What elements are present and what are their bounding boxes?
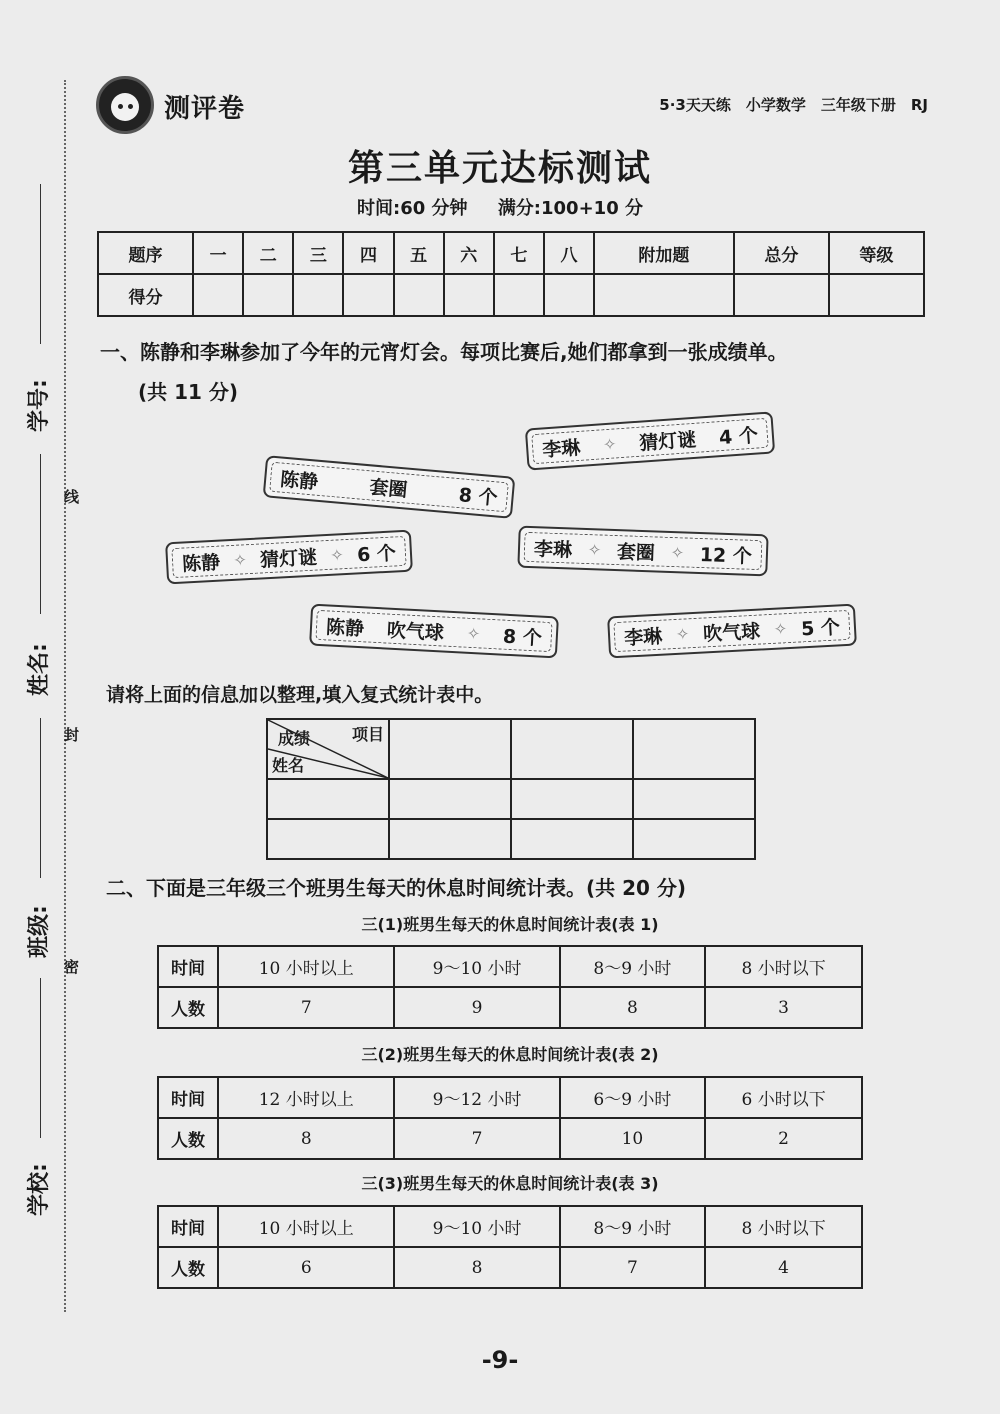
score-header-cell: 题序 [98,232,193,274]
question-2-text: 二、下面是三年级三个班男生每天的休息时间统计表。(共 20 分) [106,876,687,900]
score-cell[interactable] [594,274,734,316]
time-range-cell: 10 小时以上 [218,1206,394,1247]
card-event: 吹气球 [702,620,761,645]
rest-time-table-3 [157,1205,863,1289]
count-cell: 7 [560,1247,706,1288]
card-count: 8 个 [502,625,543,650]
star-icon: ✧ [232,549,248,570]
count-cell: 7 [218,987,394,1028]
score-cell[interactable] [829,274,924,316]
score-card [517,526,768,577]
binding-dotted-line [64,80,66,1312]
question-1-points: (共 11 分) [138,380,239,404]
score-table [97,231,925,317]
full-score: 满分:100+10 分 [497,198,643,219]
card-name: 李琳 [623,625,663,650]
card-name: 李琳 [533,537,573,562]
compound-stat-table [266,718,756,860]
time-range-cell: 8～9 小时 [560,1206,706,1247]
table-row [158,987,862,1028]
star-icon: ✧ [602,433,618,454]
row-label-time: 时间 [158,1206,218,1247]
header-item-label: 项目 [351,725,384,744]
score-header-cell: 五 [394,232,444,274]
card-event: 猜灯谜 [638,428,698,455]
time-range-cell: 8～9 小时 [560,946,706,987]
score-header-cell: 六 [444,232,494,274]
score-cell[interactable] [394,274,444,316]
star-icon: ✧ [466,623,481,643]
card-name: 李琳 [541,436,582,462]
score-header-cell: 二 [243,232,293,274]
count-cell: 9 [394,987,559,1028]
student-no-label: 学号: [27,379,52,432]
table-3-caption: 三(3)班男生每天的休息时间统计表(表 3) [361,1174,659,1193]
fill-cell[interactable] [511,819,633,859]
card-event: 吹气球 [386,619,445,645]
fill-cell[interactable] [267,779,389,819]
card-event: 套圈 [616,540,656,564]
star-icon: ✧ [587,539,602,560]
logo-text: 测评卷 [164,94,246,124]
table-1-caption: 三(1)班男生每天的休息时间统计表(表 1) [361,915,659,934]
time-range-cell: 6～9 小时 [560,1077,706,1118]
card-count: 12 个 [699,543,753,568]
fill-cell[interactable] [389,819,511,859]
table-row [158,1077,862,1118]
table-row [158,946,862,987]
row-label-count: 人数 [158,1118,218,1159]
time-range-cell: 8 小时以下 [705,946,862,987]
class-blank[interactable] [40,718,41,878]
score-cell[interactable] [343,274,393,316]
binding-mark-secret: 密 [64,958,80,976]
star-icon: ✧ [670,542,685,562]
table-2-caption: 三(2)班男生每天的休息时间统计表(表 2) [361,1045,659,1064]
score-cell[interactable] [734,274,829,316]
page-number: -9- [481,1346,519,1374]
count-cell: 7 [394,1118,559,1159]
fill-cell[interactable] [633,779,755,819]
time-range-cell: 9～10 小时 [394,1206,559,1247]
header-score-label: 成绩 [278,729,311,748]
table-row [267,719,755,779]
class-label: 班级: [27,905,52,958]
row-label-count: 人数 [158,1247,218,1288]
exam-info [0,194,1000,220]
score-cell[interactable] [494,274,544,316]
time-range-cell: 8 小时以下 [705,1206,862,1247]
table-row [158,1118,862,1159]
card-name: 陈静 [181,551,221,576]
count-cell: 3 [705,987,862,1028]
name-blank[interactable] [40,454,41,614]
score-header-cell: 三 [293,232,343,274]
score-cell[interactable] [444,274,494,316]
card-count: 5 个 [800,615,841,640]
score-header-cell: 总分 [734,232,829,274]
card-event: 猜灯谜 [259,546,318,571]
score-cell[interactable] [243,274,293,316]
table-row [158,1206,862,1247]
score-table-score-row [98,274,924,316]
time-range-cell: 12 小时以上 [218,1077,394,1118]
row-label-time: 时间 [158,946,218,987]
fill-cell[interactable] [511,719,633,779]
school-label: 学校: [27,1163,52,1216]
fill-cell[interactable] [633,819,755,859]
question-1-text: 一、陈静和李琳参加了今年的元宵灯会。每项比赛后,她们都拿到一张成绩单。 [100,340,788,364]
table-row [267,819,755,859]
page-title: 第三单元达标测试 [347,147,652,189]
score-cell[interactable] [544,274,594,316]
score-row-label: 得分 [98,274,193,316]
fill-cell[interactable] [389,719,511,779]
score-header-cell: 一 [193,232,243,274]
count-cell: 8 [218,1118,394,1159]
score-card [165,530,413,585]
fill-cell[interactable] [267,819,389,859]
fill-cell[interactable] [511,779,633,819]
score-header-cell: 等级 [829,232,924,274]
card-count: 6 个 [356,541,397,566]
count-cell: 2 [705,1118,862,1159]
score-header-cell: 四 [343,232,393,274]
count-cell: 10 [560,1118,706,1159]
rest-time-table-2 [157,1076,863,1160]
fill-cell[interactable] [633,719,755,779]
question-1-instruction: 请将上面的信息加以整理,填入复式统计表中。 [106,684,494,706]
time-range-cell: 6 小时以下 [705,1077,862,1118]
score-card [607,604,857,659]
header-name-label: 姓名 [272,756,305,775]
star-icon: ✧ [329,544,345,565]
card-name: 陈静 [325,615,365,640]
card-name: 陈静 [279,468,320,494]
score-cell[interactable] [293,274,343,316]
rest-time-table-1 [157,945,863,1029]
count-cell: 6 [218,1247,394,1288]
count-cell: 8 [560,987,706,1028]
binding-mark-seal: 封 [64,726,80,744]
time-limit: 时间:60 分钟 [357,198,468,219]
score-card [525,411,775,470]
score-table-header-row [98,232,924,274]
row-label-count: 人数 [158,987,218,1028]
time-range-cell: 9～10 小时 [394,946,559,987]
time-range-cell: 10 小时以上 [218,946,394,987]
star-icon: ✧ [675,623,690,644]
card-count: 8 个 [457,483,499,509]
score-cell[interactable] [193,274,243,316]
table-row [267,779,755,819]
row-label-time: 时间 [158,1077,218,1118]
name-label: 姓名: [27,643,52,696]
time-range-cell: 9～12 小时 [394,1077,559,1118]
mascot-logo-icon [96,76,154,134]
series-info: 5·3天天练 小学数学 三年级下册 RJ [659,96,928,114]
score-card [309,604,559,659]
count-cell: 4 [705,1247,862,1288]
count-cell: 8 [394,1247,559,1288]
fill-cell[interactable] [389,779,511,819]
score-card [263,455,516,519]
diagonal-header-cell [267,719,389,779]
card-event: 套圈 [368,475,409,502]
score-header-cell: 七 [494,232,544,274]
score-header-cell: 八 [544,232,594,274]
card-count: 4 个 [718,423,759,449]
score-header-cell: 附加题 [594,232,734,274]
binding-mark-line: 线 [64,488,80,506]
table-row [158,1247,862,1288]
star-icon: ✧ [773,618,788,639]
